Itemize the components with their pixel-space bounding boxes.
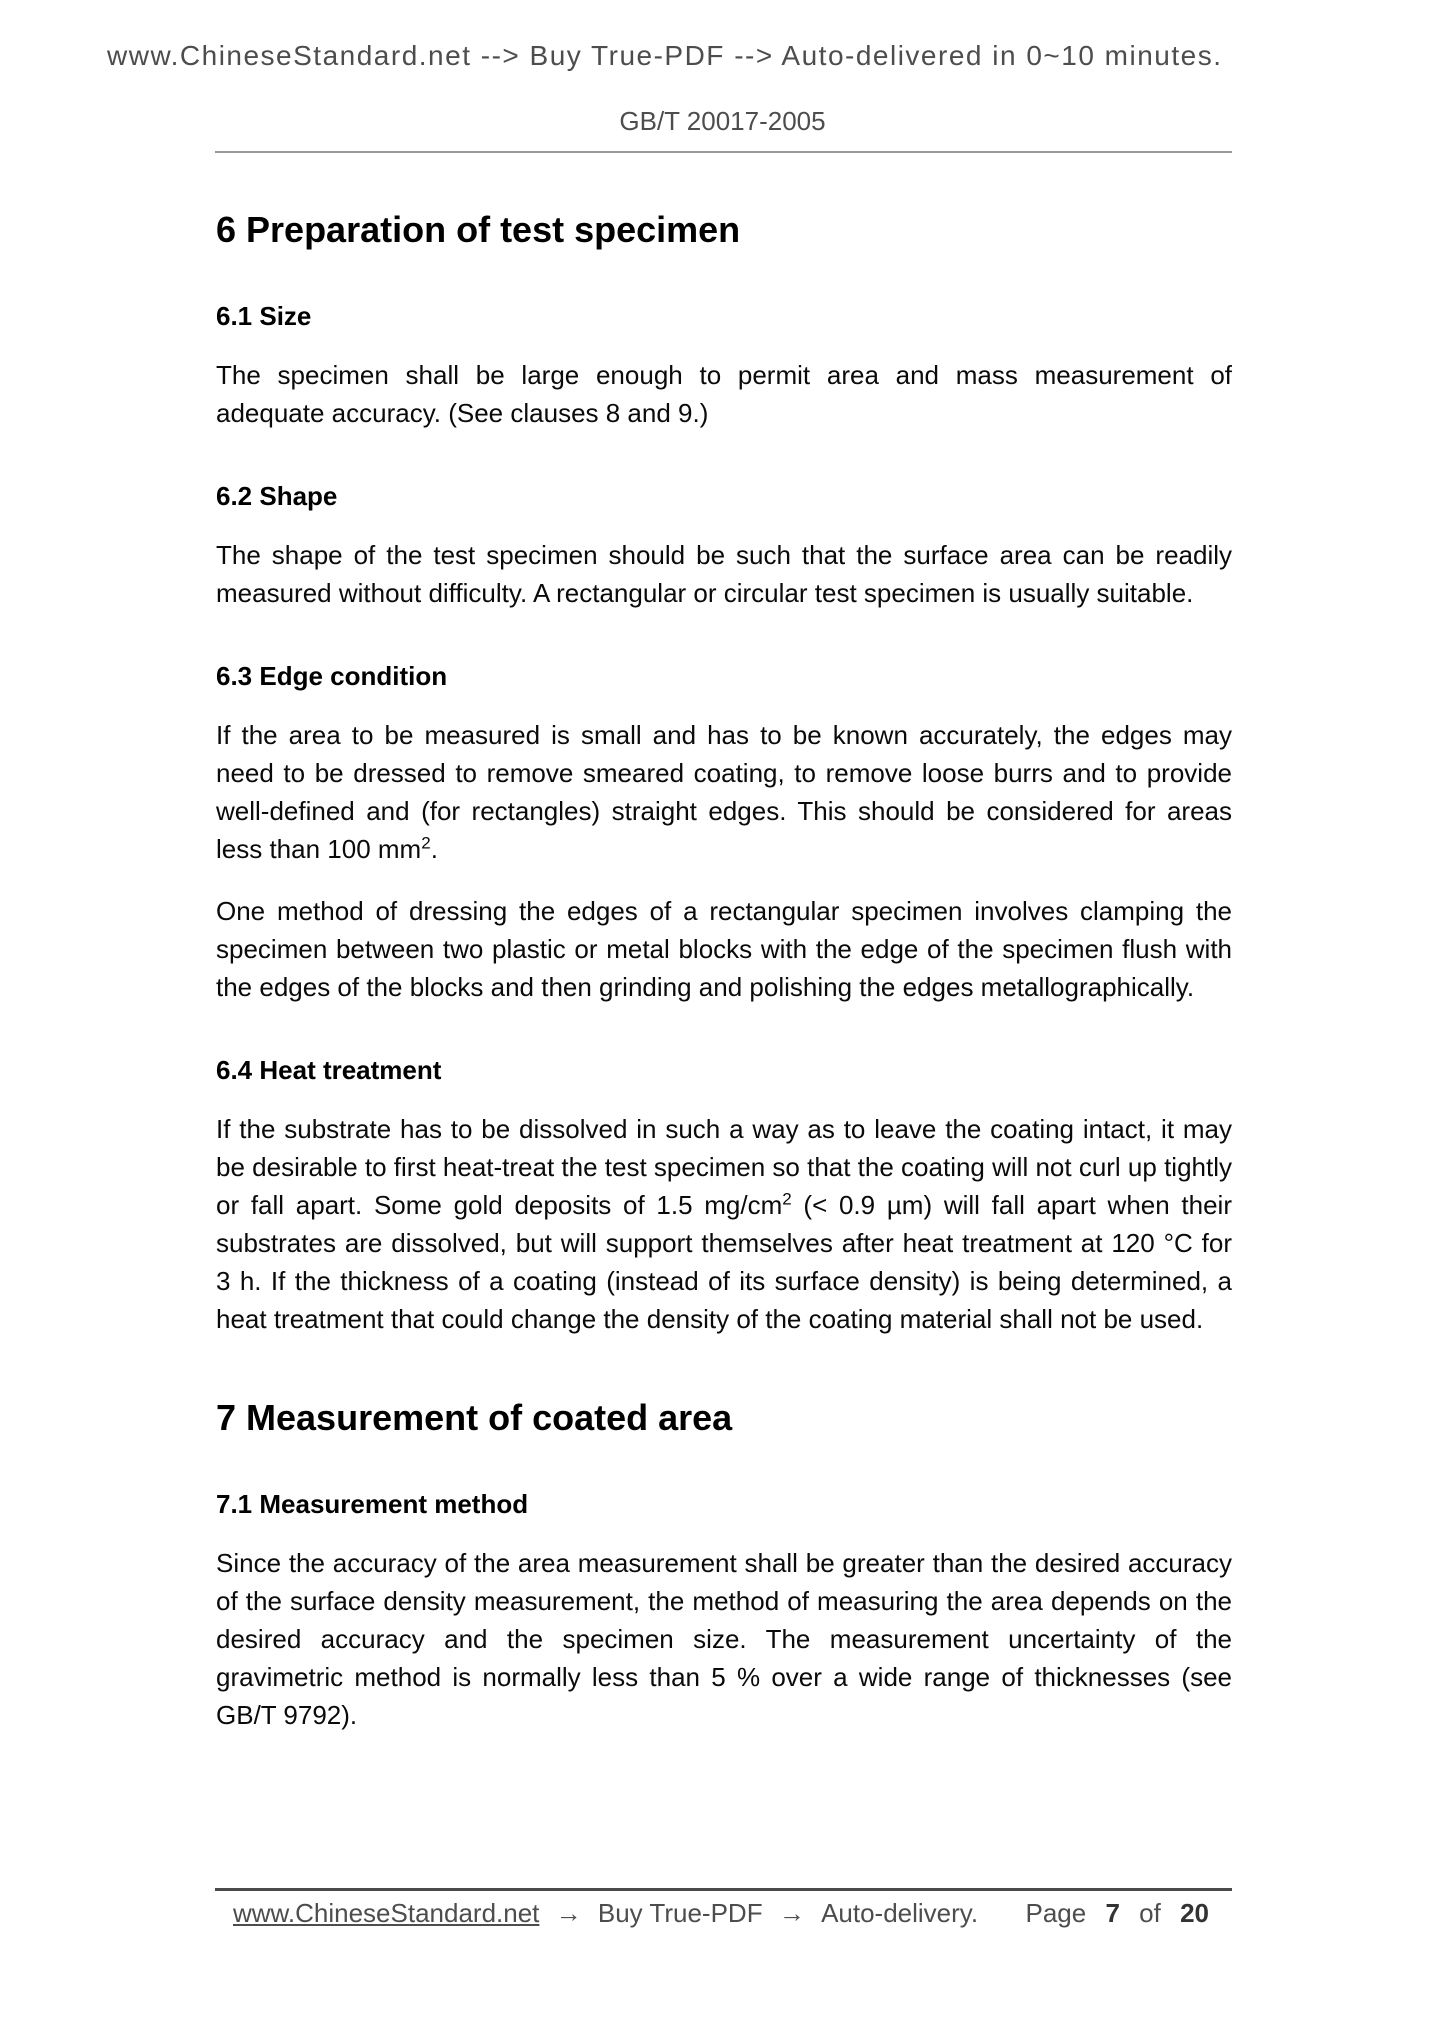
subsection-7-1-heading: 7.1 Measurement method	[216, 1489, 529, 1519]
paragraph-6-1: The specimen shall be large enough to permit area and mass measurement of adequate accuracy. (See clauses 8 and 9.)	[216, 360, 1232, 428]
arrow-icon: →	[555, 1898, 582, 1928]
footer-row	[233, 1898, 1209, 1929]
subsection-6-3-heading: 6.3 Edge condition	[216, 661, 448, 691]
arrow-icon: →	[778, 1898, 805, 1928]
document-number: GB/T 20017-2005	[619, 106, 826, 136]
paragraph-6-3-2: One method of dressing the edges of a rectangular specimen involves clamping the specimen between two plastic or metal blocks with the edge of the specimen flush with the edges of the blocks and then grinding and polishing the edges metallographically.	[216, 896, 1232, 1002]
of-label: of	[1139, 1898, 1161, 1928]
mm2-superscript: 2	[421, 833, 431, 853]
footer-site-link[interactable]: www.ChineseStandard.net	[233, 1898, 540, 1928]
footer-promo	[233, 1898, 978, 1929]
paragraph-6-3-1-tail: .	[430, 834, 438, 864]
header-promo-text: www.ChineseStandard.net --> Buy True-PDF --> Auto-delivered in 0~10 minutes.	[107, 40, 1223, 71]
paragraph-6-4	[216, 1110, 1232, 1338]
paragraph-7-1: Since the accuracy of the area measurement shall be greater than the desired accuracy of the surface density measurement, the method of measuring the area depends on the desired accuracy and the specimen size. The measurement uncertainty of the gravimetric method is normally less than 5 % over a wide range of thicknesses (see GB/T 9792).	[216, 1548, 1232, 1730]
footer-divider	[215, 1888, 1232, 1891]
paragraph-6-4-tail: (< 0.9 µm) will fall apart when their substrates are dissolved, but will support themselves after heat treatment at 120 °C for 3 h. If the thickness of a coating (instead of its surface density) is being determined, a heat treatment that could change the density of the coating material shall not be used.	[216, 1190, 1232, 1334]
page-total: 20	[1180, 1898, 1209, 1928]
subsection-6-4-heading: 6.4 Heat treatment	[216, 1055, 442, 1085]
paragraph-6-3-1-text: If the area to be measured is small and has to be known accurately, the edges may need to be dressed to remove smeared coating, to remove loose burrs and to provide well-defined and (for rectangles) straight edges. This should be considered for areas less than 100 mm	[216, 720, 1232, 864]
document-body	[216, 208, 1232, 1734]
section-7-heading: 7 Measurement of coated area	[216, 1397, 733, 1438]
paragraph-6-4-text: If the substrate has to be dissolved in such a way as to leave the coating intact, it may be desirable to first heat-treat the test specimen so that the coating will not curl up tightly or fall apart. Some gold deposits of 1.5 mg/cm	[216, 1114, 1232, 1220]
page-indicator	[1025, 1898, 1209, 1929]
cm2-superscript: 2	[782, 1189, 792, 1209]
subsection-6-2-heading: 6.2 Shape	[216, 481, 338, 511]
header-divider	[215, 151, 1232, 153]
page-current: 7	[1105, 1898, 1120, 1928]
subsection-6-1-heading: 6.1 Size	[216, 301, 312, 331]
footer-delivery-text: Auto-delivery.	[821, 1898, 979, 1928]
section-6-heading: 6 Preparation of test specimen	[216, 209, 741, 250]
page-label: Page	[1025, 1898, 1087, 1928]
paragraph-6-3-1	[216, 716, 1232, 868]
paragraph-6-2: The shape of the test specimen should be such that the surface area can be readily measured without difficulty. A rectangular or circular test specimen is usually suitable.	[216, 540, 1232, 608]
footer-buy-text: Buy True-PDF	[597, 1898, 763, 1928]
